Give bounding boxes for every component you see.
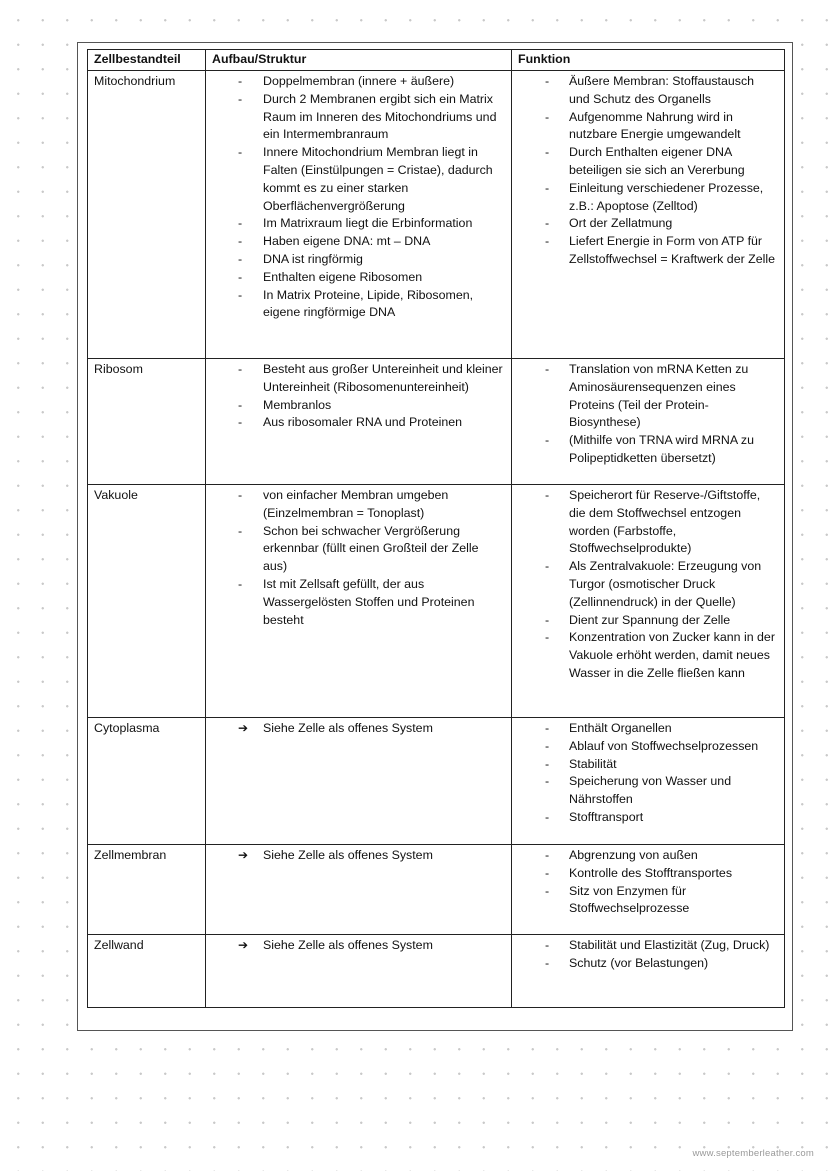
function-cell	[512, 485, 785, 718]
component-name: Vakuole	[88, 485, 206, 718]
list-item: - Ist mit Zellsaft gefüllt, der aus Wassergelösten Stoffen und Proteinen besteht	[212, 576, 505, 629]
list-item: - Dient zur Spannung der Zelle	[518, 612, 778, 630]
list-item: - Abgrenzung von außen	[518, 847, 778, 865]
list-item: - Stabilität	[518, 756, 778, 774]
list-item: - Liefert Energie in Form von ATP für Zellstoffwechsel = Kraftwerk der Zelle	[518, 233, 778, 269]
watermark-text: www.septemberleather.com	[692, 1148, 814, 1159]
structure-list	[212, 361, 505, 432]
list-item: - Doppelmembran (innere + äußere)	[212, 73, 505, 91]
list-item: - Stabilität und Elastizität (Zug, Druck)	[518, 937, 778, 955]
list-item: - DNA ist ringförmig	[212, 251, 505, 269]
structure-cell	[206, 485, 512, 718]
list-item: - Ablauf von Stoffwechselprozessen	[518, 738, 778, 756]
list-item: - Durch Enthalten eigener DNA beteiligen sie sich an Vererbung	[518, 144, 778, 180]
component-name: Ribosom	[88, 359, 206, 485]
structure-list	[212, 487, 505, 629]
list-item: - Besteht aus großer Untereinheit und kleiner Untereinheit (Ribosomenuntereinheit)	[212, 361, 505, 397]
function-list	[518, 937, 778, 973]
list-item: - Aufgenomme Nahrung wird in nutzbare Energie umgewandelt	[518, 109, 778, 145]
structure-cell	[206, 935, 512, 1008]
arrow-right-icon: ➔	[238, 848, 249, 862]
structure-cell	[206, 71, 512, 359]
list-item: - Innere Mitochondrium Membran liegt in Falten (Einstülpungen = Cristae), dadurch kommt es zu einer starken Oberflächenvergrößerung	[212, 144, 505, 215]
structure-reference	[212, 937, 505, 955]
list-item: - Kontrolle des Stofftransportes	[518, 865, 778, 883]
function-cell	[512, 359, 785, 485]
structure-reference	[212, 847, 505, 865]
reference-text: Siehe Zelle als offenes System	[263, 848, 433, 862]
function-list	[518, 361, 778, 468]
function-list	[518, 73, 778, 269]
arrow-right-icon: ➔	[238, 938, 249, 952]
component-name: Zellmembran	[88, 845, 206, 935]
table-row	[88, 485, 785, 718]
structure-cell	[206, 845, 512, 935]
arrow-right-icon: ➔	[238, 721, 249, 735]
list-item: - (Mithilfe von TRNA wird MRNA zu Polipeptidketten übersetzt)	[518, 432, 778, 468]
list-item: - Im Matrixraum liegt die Erbinformation	[212, 215, 505, 233]
function-cell	[512, 71, 785, 359]
function-cell	[512, 935, 785, 1008]
structure-list	[212, 73, 505, 322]
function-list	[518, 847, 778, 918]
table-row	[88, 935, 785, 1008]
table-row	[88, 718, 785, 845]
structure-cell	[206, 718, 512, 845]
list-item: - Durch 2 Membranen ergibt sich ein Matrix Raum im Inneren des Mitochondriums und ein Intermembranraum	[212, 91, 505, 144]
list-item: - Speicherort für Reserve-/Giftstoffe, die dem Stoffwechsel entzogen worden (Farbstoffe, Stoffwechselprodukte)	[518, 487, 778, 558]
table-row	[88, 845, 785, 935]
list-item: - Konzentration von Zucker kann in der Vakuole erhöht werden, damit neues Wasser in die Zelle fließen kann	[518, 629, 778, 682]
cell-components-table	[87, 49, 785, 1008]
function-list	[518, 487, 778, 683]
component-name: Mitochondrium	[88, 71, 206, 359]
list-item: - Schutz (vor Belastungen)	[518, 955, 778, 973]
list-item: - Translation von mRNA Ketten zu Aminosäurensequenzen eines Proteins (Teil der Protein-Biosynthese)	[518, 361, 778, 432]
reference-text: Siehe Zelle als offenes System	[263, 938, 433, 952]
function-cell	[512, 845, 785, 935]
list-item: - Stofftransport	[518, 809, 778, 827]
table-header-row	[88, 50, 785, 71]
list-item: - Enthalten eigene Ribosomen	[212, 269, 505, 287]
list-item: - Speicherung von Wasser und Nährstoffen	[518, 773, 778, 809]
list-item: - Sitz von Enzymen für Stoffwechselprozesse	[518, 883, 778, 919]
list-item: - Aus ribosomaler RNA und Proteinen	[212, 414, 505, 432]
reference-text: Siehe Zelle als offenes System	[263, 721, 433, 735]
function-cell	[512, 718, 785, 845]
list-item: - von einfacher Membran umgeben (Einzelmembran = Tonoplast)	[212, 487, 505, 523]
header-function: Funktion	[512, 50, 785, 71]
list-item: - Haben eigene DNA: mt – DNA	[212, 233, 505, 251]
list-item: - Membranlos	[212, 397, 505, 415]
table-row	[88, 71, 785, 359]
component-name: Cytoplasma	[88, 718, 206, 845]
component-name: Zellwand	[88, 935, 206, 1008]
list-item: - Äußere Membran: Stoffaustausch und Schutz des Organells	[518, 73, 778, 109]
table-row	[88, 359, 785, 485]
header-structure: Aufbau/Struktur	[206, 50, 512, 71]
header-component: Zellbestandteil	[88, 50, 206, 71]
list-item: - Als Zentralvakuole: Erzeugung von Turgor (osmotischer Druck (Zellinnendruck) in der Quelle)	[518, 558, 778, 611]
list-item: - Ort der Zellatmung	[518, 215, 778, 233]
structure-cell	[206, 359, 512, 485]
function-list	[518, 720, 778, 827]
list-item: - In Matrix Proteine, Lipide, Ribosomen, eigene ringförmige DNA	[212, 287, 505, 323]
list-item: - Einleitung verschiedener Prozesse, z.B.: Apoptose (Zelltod)	[518, 180, 778, 216]
list-item: - Schon bei schwacher Vergrößerung erkennbar (füllt einen Großteil der Zelle aus)	[212, 523, 505, 576]
structure-reference	[212, 720, 505, 738]
list-item: - Enthält Organellen	[518, 720, 778, 738]
